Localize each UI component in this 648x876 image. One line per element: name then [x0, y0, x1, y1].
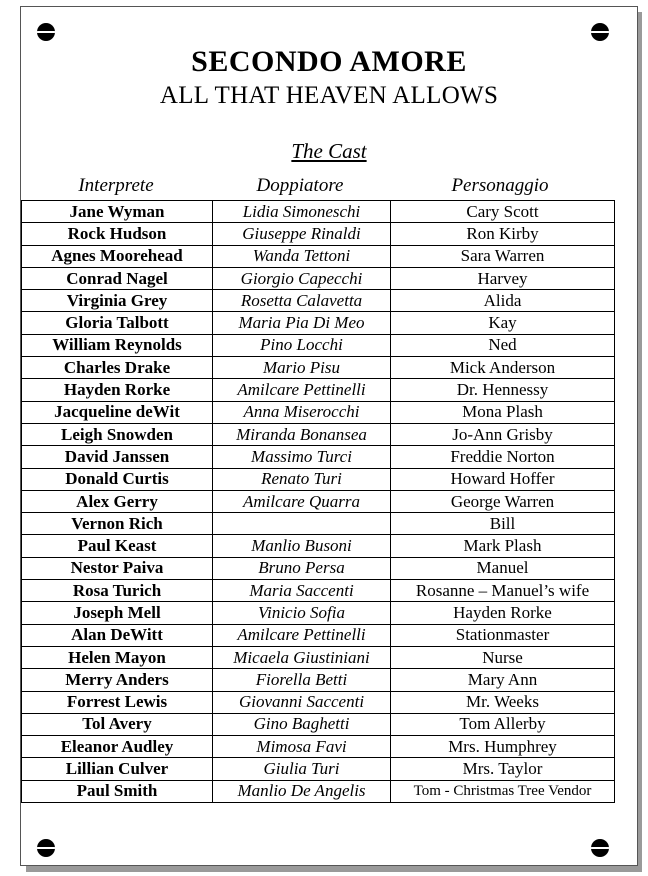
page-title: SECONDO AMORE	[191, 45, 467, 78]
table-row	[22, 357, 615, 379]
actor-cell: Gloria Talbott	[22, 312, 213, 334]
dubber-cell: Mimosa Favi	[213, 736, 391, 758]
character-cell: Mrs. Taylor	[391, 758, 615, 780]
character-cell: Cary Scott	[391, 201, 615, 223]
table-row	[22, 713, 615, 735]
character-cell: Manuel	[391, 557, 615, 579]
table-row	[22, 736, 615, 758]
character-cell: Howard Hoffer	[391, 468, 615, 490]
actor-cell: Nestor Paiva	[22, 557, 213, 579]
character-cell: Ned	[391, 334, 615, 356]
dubber-cell: Micaela Giustiniani	[213, 646, 391, 668]
actor-cell: Lillian Culver	[22, 758, 213, 780]
dubber-cell: Wanda Tettoni	[213, 245, 391, 267]
character-cell: Mona Plash	[391, 401, 615, 423]
dubber-cell: Miranda Bonansea	[213, 423, 391, 445]
table-row	[22, 245, 615, 267]
dubber-cell: Giorgio Capecchi	[213, 267, 391, 289]
actor-cell: Hayden Rorke	[22, 379, 213, 401]
column-header-dubber: Doppiatore	[256, 175, 344, 196]
actor-cell: Conrad Nagel	[22, 267, 213, 289]
character-cell: Sara Warren	[391, 245, 615, 267]
cast-table	[21, 200, 615, 803]
actor-cell: Jacqueline deWit	[22, 401, 213, 423]
actor-cell: Paul Smith	[22, 780, 213, 802]
character-cell: Mr. Weeks	[391, 691, 615, 713]
character-cell: Dr. Hennessy	[391, 379, 615, 401]
column-header-character: Personaggio	[451, 175, 549, 196]
dubber-cell: Giulia Turi	[213, 758, 391, 780]
table-row	[22, 334, 615, 356]
actor-cell: Virginia Grey	[22, 290, 213, 312]
dubber-cell: Pino Locchi	[213, 334, 391, 356]
dubber-cell: Anna Miserocchi	[213, 401, 391, 423]
actor-cell: Tol Avery	[22, 713, 213, 735]
column-header-actor: Interprete	[78, 175, 154, 196]
dubber-cell: Manlio Busoni	[213, 535, 391, 557]
table-row	[22, 312, 615, 334]
dubber-cell	[213, 513, 391, 535]
dubber-cell: Gino Baghetti	[213, 713, 391, 735]
dubber-cell: Rosetta Calavetta	[213, 290, 391, 312]
actor-cell: Rock Hudson	[22, 223, 213, 245]
actor-cell: Charles Drake	[22, 357, 213, 379]
character-cell: Harvey	[391, 267, 615, 289]
cast-sheet	[20, 6, 638, 866]
dubber-cell: Bruno Persa	[213, 557, 391, 579]
table-row	[22, 201, 615, 223]
actor-cell: Merry Anders	[22, 669, 213, 691]
dubber-cell: Amilcare Pettinelli	[213, 379, 391, 401]
table-row	[22, 557, 615, 579]
dubber-cell: Manlio De Angelis	[213, 780, 391, 802]
actor-cell: Vernon Rich	[22, 513, 213, 535]
actor-cell: Agnes Moorehead	[22, 245, 213, 267]
table-row	[22, 669, 615, 691]
dubber-cell: Vinicio Sofia	[213, 602, 391, 624]
punch-hole-icon	[37, 839, 55, 857]
page-subtitle: ALL THAT HEAVEN ALLOWS	[159, 82, 499, 109]
table-row	[22, 423, 615, 445]
table-row	[22, 691, 615, 713]
character-cell: Ron Kirby	[391, 223, 615, 245]
character-cell: Rosanne – Manuel’s wife	[391, 580, 615, 602]
actor-cell: Alex Gerry	[22, 490, 213, 512]
actor-cell: Leigh Snowden	[22, 423, 213, 445]
actor-cell: Jane Wyman	[22, 201, 213, 223]
table-row	[22, 580, 615, 602]
actor-cell: Helen Mayon	[22, 646, 213, 668]
table-row	[22, 513, 615, 535]
table-row	[22, 379, 615, 401]
character-cell: Kay	[391, 312, 615, 334]
dubber-cell: Maria Pia Di Meo	[213, 312, 391, 334]
actor-cell: Alan DeWitt	[22, 624, 213, 646]
character-cell: Mary Ann	[391, 669, 615, 691]
table-row	[22, 624, 615, 646]
dubber-cell: Massimo Turci	[213, 446, 391, 468]
section-heading: The Cast	[291, 139, 367, 163]
character-cell: Mark Plash	[391, 535, 615, 557]
table-row	[22, 535, 615, 557]
actor-cell: William Reynolds	[22, 334, 213, 356]
dubber-cell: Renato Turi	[213, 468, 391, 490]
dubber-cell: Maria Saccenti	[213, 580, 391, 602]
character-cell: Stationmaster	[391, 624, 615, 646]
character-cell: George Warren	[391, 490, 615, 512]
dubber-cell: Mario Pisu	[213, 357, 391, 379]
character-cell: Freddie Norton	[391, 446, 615, 468]
punch-hole-icon	[37, 23, 55, 41]
dubber-cell: Giuseppe Rinaldi	[213, 223, 391, 245]
character-cell: Mick Anderson	[391, 357, 615, 379]
table-row	[22, 490, 615, 512]
table-row	[22, 446, 615, 468]
dubber-cell: Amilcare Pettinelli	[213, 624, 391, 646]
dubber-cell: Fiorella Betti	[213, 669, 391, 691]
dubber-cell: Lidia Simoneschi	[213, 201, 391, 223]
table-row	[22, 468, 615, 490]
actor-cell: Forrest Lewis	[22, 691, 213, 713]
character-cell: Hayden Rorke	[391, 602, 615, 624]
table-row	[22, 401, 615, 423]
actor-cell: Rosa Turich	[22, 580, 213, 602]
character-cell: Mrs. Humphrey	[391, 736, 615, 758]
actor-cell: David Janssen	[22, 446, 213, 468]
actor-cell: Eleanor Audley	[22, 736, 213, 758]
punch-hole-icon	[591, 23, 609, 41]
table-row	[22, 223, 615, 245]
table-row	[22, 780, 615, 802]
character-cell: Tom Allerby	[391, 713, 615, 735]
actor-cell: Donald Curtis	[22, 468, 213, 490]
dubber-cell: Giovanni Saccenti	[213, 691, 391, 713]
table-row	[22, 290, 615, 312]
table-row	[22, 646, 615, 668]
character-cell: Nurse	[391, 646, 615, 668]
punch-hole-icon	[591, 839, 609, 857]
character-cell: Tom - Christmas Tree Vendor	[391, 780, 615, 802]
actor-cell: Paul Keast	[22, 535, 213, 557]
actor-cell: Joseph Mell	[22, 602, 213, 624]
character-cell: Alida	[391, 290, 615, 312]
table-row	[22, 602, 615, 624]
character-cell: Jo-Ann Grisby	[391, 423, 615, 445]
character-cell: Bill	[391, 513, 615, 535]
table-row	[22, 758, 615, 780]
table-row	[22, 267, 615, 289]
dubber-cell: Amilcare Quarra	[213, 490, 391, 512]
